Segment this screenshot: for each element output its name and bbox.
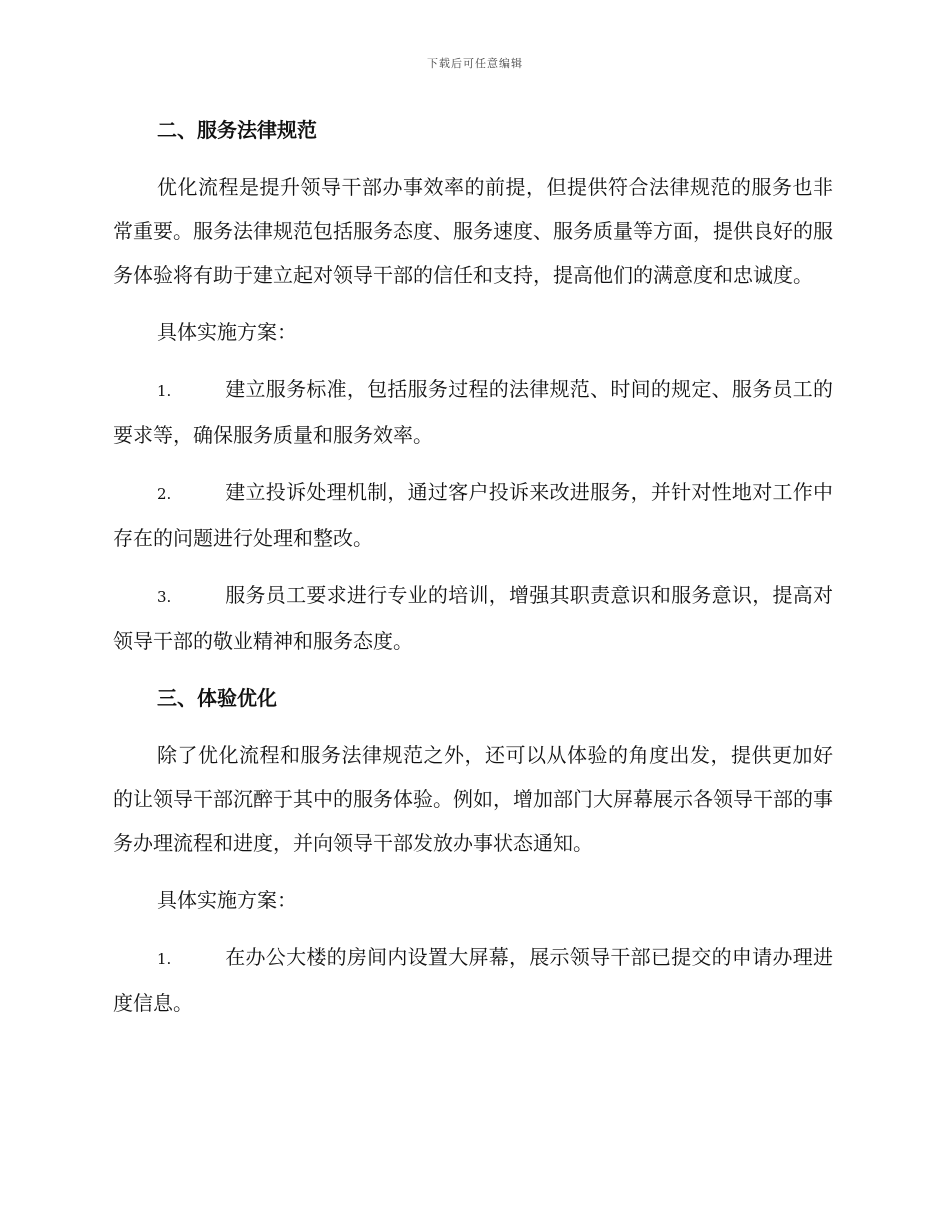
section-paragraph: 除了优化流程和服务法律规范之外，还可以从体验的角度出发，提供更加好的让领导干部沉醉于其中的服务体验。例如，增加部门大屏幕展示各领导干部的事务办理流程和进度，并向领导干部发放办事状态通知。 — [113, 743, 833, 855]
section-heading-service-law: 二、服务法律规范 — [157, 118, 317, 142]
list-item-number: 1. — [157, 950, 172, 968]
list-item — [113, 935, 833, 1025]
list-item — [113, 470, 833, 560]
plan-label: 具体实施方案： — [157, 888, 297, 912]
plan-label: 具体实施方案： — [157, 320, 297, 344]
list-item-number: 1. — [157, 382, 172, 400]
document-body — [113, 108, 833, 1038]
list-item-text: 建立投诉处理机制，通过客户投诉来改进服务，并针对性地对工作中存在的问题进行处理和整改。 — [113, 480, 833, 550]
list-item-text: 建立服务标准，包括服务过程的法律规范、时间的规定、服务员工的要求等，确保服务质量和服务效率。 — [113, 377, 833, 447]
list-item — [113, 367, 833, 457]
list-item-text: 在办公大楼的房间内设置大屏幕，展示领导干部已提交的申请办理进度信息。 — [113, 945, 833, 1015]
list-item-number: 2. — [157, 485, 172, 503]
page-header: 下载后可任意编辑 — [427, 57, 523, 70]
list-item-text: 服务员工要求进行专业的培训，增强其职责意识和服务意识，提高对领导干部的敬业精神和服务态度。 — [113, 583, 833, 653]
section-heading-experience: 三、体验优化 — [157, 686, 277, 710]
list-item — [113, 573, 833, 663]
list-item-number: 3. — [157, 588, 172, 606]
section-paragraph: 优化流程是提升领导干部办事效率的前提，但提供符合法律规范的服务也非常重要。服务法律规范包括服务态度、服务速度、服务质量等方面，提供良好的服务体验将有助于建立起对领导干部的信任和支持，提高他们的满意度和忠诚度。 — [113, 175, 833, 287]
